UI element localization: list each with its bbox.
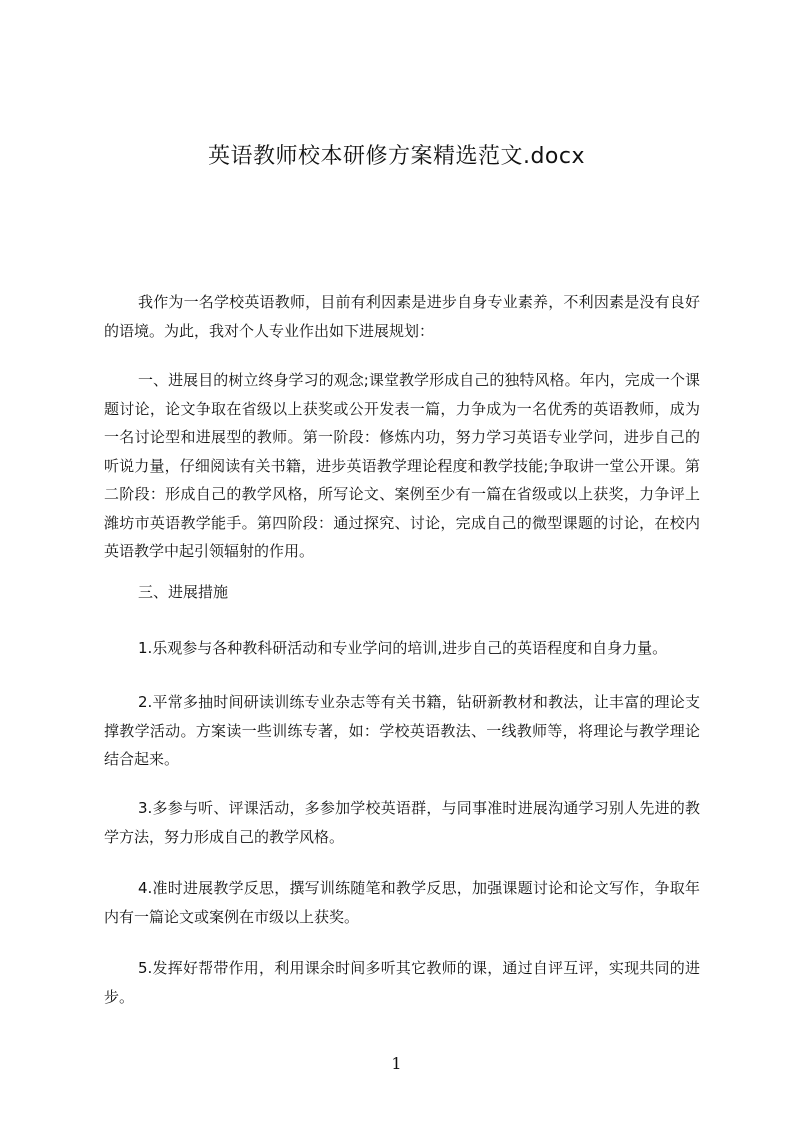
paragraph-measure-5: 5.发挥好帮带作用，利用课余时间多听其它教师的课，通过自评互评，实现共同的进步。 [104,959,700,1006]
document-title: 英语教师校本研修方案精选范文.docx [207,144,586,169]
paragraph-measure-1: 1.乐观参与各种教科研活动和专业学问的培训,进步自己的英语程度和自身力量。 [138,639,668,657]
paragraph-goals: 一、进展目的树立终身学习的观念;课堂教学形成自己的独特风格。年内，完成一个课题讨论，论文争取在省级以上获奖或公开发表一篇，力争成为一名优秀的英语教师，成为一名讨论型和进展型的教师。第一阶段：修炼内功，努力学习英语专业学问，进步自己的听说力量，仔细阅读有关书籍，进步英语教学理论程度和教学技能;争取讲一堂公开课。第二阶段：形成自己的教学风格，所写论文、案例至少有一篇在省级或以上获奖，力争评上潍坊市英语教学能手。第四阶段：通过探究、讨论，完成自己的微型课题的讨论，在校内英语教学中起引领辐射的作用。 [104,371,700,560]
paragraph-intro: 我作为一名学校英语教师，目前有利因素是进步自身专业素养，不利因素是没有良好的语境。为此，我对个人专业作出如下进展规划： [104,293,700,340]
paragraph-measure-3: 3.多参与听、评课活动，多参加学校英语群，与同事准时进展沟通学习别人先进的教学方法，努力形成自己的教学风格。 [104,799,700,846]
section-heading-measures: 三、进展措施 [138,583,229,601]
page-number: 1 [391,1054,402,1073]
paragraph-measure-2: 2.平常多抽时间研读训练专业杂志等有关书籍，钻研新教材和教法，让丰富的理论支撑教学活动。方案读一些训练专著，如：学校英语教法、一线教师等，将理论与教学理论结合起来。 [104,693,700,768]
paragraph-measure-4: 4.准时进展教学反思，撰写训练随笔和教学反思，加强课题讨论和论文写作，争取年内有一篇论文或案例在市级以上获奖。 [104,879,700,926]
